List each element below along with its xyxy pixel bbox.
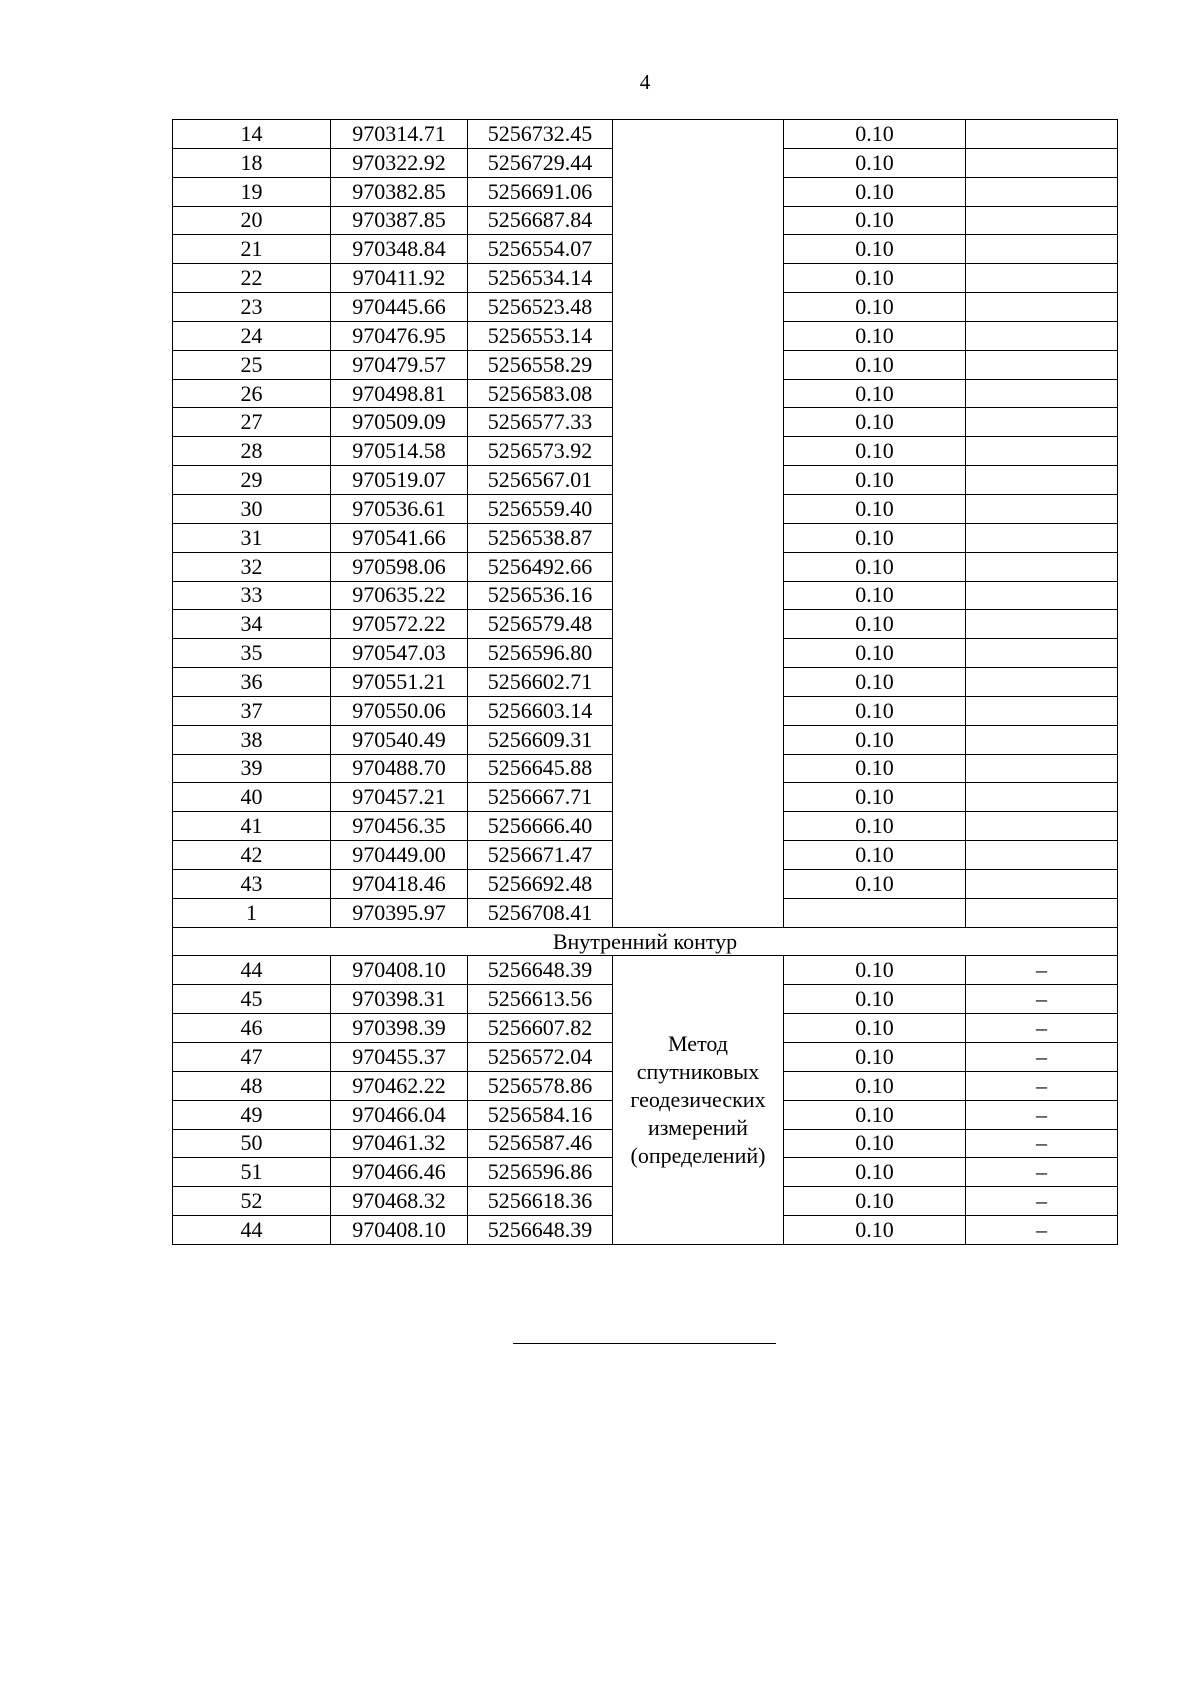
- point-number-cell: 14: [173, 120, 331, 149]
- point-number-cell: 42: [173, 841, 331, 870]
- note-cell: [966, 379, 1118, 408]
- y-coordinate-cell: 5256729.44: [468, 148, 613, 177]
- y-coordinate-cell: 5256523.48: [468, 293, 613, 322]
- precision-cell: 0.10: [784, 177, 966, 206]
- y-coordinate-cell: 5256671.47: [468, 841, 613, 870]
- y-coordinate-cell: 5256584.16: [468, 1100, 613, 1129]
- x-coordinate-cell: 970456.35: [331, 812, 468, 841]
- note-cell: –: [966, 1014, 1118, 1043]
- end-rule: [513, 1343, 776, 1344]
- x-coordinate-cell: 970466.46: [331, 1158, 468, 1187]
- note-cell: [966, 321, 1118, 350]
- point-number-cell: 24: [173, 321, 331, 350]
- x-coordinate-cell: 970408.10: [331, 1216, 468, 1245]
- x-coordinate-cell: 970547.03: [331, 639, 468, 668]
- point-number-cell: 43: [173, 869, 331, 898]
- note-cell: [966, 523, 1118, 552]
- precision-cell: 0.10: [784, 350, 966, 379]
- x-coordinate-cell: 970398.39: [331, 1014, 468, 1043]
- x-coordinate-cell: 970462.22: [331, 1071, 468, 1100]
- x-coordinate-cell: 970514.58: [331, 437, 468, 466]
- note-cell: [966, 898, 1118, 927]
- note-cell: [966, 350, 1118, 379]
- y-coordinate-cell: 5256609.31: [468, 725, 613, 754]
- point-number-cell: 29: [173, 466, 331, 495]
- x-coordinate-cell: 970461.32: [331, 1129, 468, 1158]
- note-cell: [966, 754, 1118, 783]
- precision-cell: 0.10: [784, 1129, 966, 1158]
- precision-cell: 0.10: [784, 668, 966, 697]
- y-coordinate-cell: 5256732.45: [468, 120, 613, 149]
- note-cell: [966, 466, 1118, 495]
- y-coordinate-cell: 5256558.29: [468, 350, 613, 379]
- precision-cell: 0.10: [784, 408, 966, 437]
- point-number-cell: 36: [173, 668, 331, 697]
- note-cell: [966, 783, 1118, 812]
- inner-contour-title: Внутренний контур: [173, 927, 1118, 956]
- note-cell: [966, 408, 1118, 437]
- precision-cell: 0.10: [784, 321, 966, 350]
- point-number-cell: 22: [173, 264, 331, 293]
- precision-cell: 0.10: [784, 639, 966, 668]
- x-coordinate-cell: 970418.46: [331, 869, 468, 898]
- point-number-cell: 44: [173, 956, 331, 985]
- precision-cell: 0.10: [784, 148, 966, 177]
- note-cell: [966, 639, 1118, 668]
- x-coordinate-cell: 970479.57: [331, 350, 468, 379]
- precision-cell: 0.10: [784, 1187, 966, 1216]
- y-coordinate-cell: 5256603.14: [468, 696, 613, 725]
- note-cell: [966, 177, 1118, 206]
- y-coordinate-cell: 5256596.80: [468, 639, 613, 668]
- point-number-cell: 44: [173, 1216, 331, 1245]
- point-number-cell: 40: [173, 783, 331, 812]
- note-cell: –: [966, 1158, 1118, 1187]
- y-coordinate-cell: 5256578.86: [468, 1071, 613, 1100]
- precision-cell: 0.10: [784, 696, 966, 725]
- x-coordinate-cell: 970445.66: [331, 293, 468, 322]
- note-cell: –: [966, 985, 1118, 1014]
- y-coordinate-cell: 5256553.14: [468, 321, 613, 350]
- precision-cell: 0.10: [784, 379, 966, 408]
- x-coordinate-cell: 970348.84: [331, 235, 468, 264]
- x-coordinate-cell: 970468.32: [331, 1187, 468, 1216]
- method-cell: Метод спутниковых геодезических измерений (определений): [613, 956, 784, 1244]
- precision-cell: 0.10: [784, 264, 966, 293]
- precision-cell: 0.10: [784, 581, 966, 610]
- note-cell: [966, 841, 1118, 870]
- y-coordinate-cell: 5256645.88: [468, 754, 613, 783]
- note-cell: –: [966, 1043, 1118, 1072]
- precision-cell: 0.10: [784, 841, 966, 870]
- note-cell: [966, 148, 1118, 177]
- x-coordinate-cell: 970572.22: [331, 610, 468, 639]
- y-coordinate-cell: 5256618.36: [468, 1187, 613, 1216]
- point-number-cell: 26: [173, 379, 331, 408]
- note-cell: –: [966, 956, 1118, 985]
- point-number-cell: 46: [173, 1014, 331, 1043]
- y-coordinate-cell: 5256579.48: [468, 610, 613, 639]
- precision-cell: 0.10: [784, 466, 966, 495]
- outer-contour-rows: [173, 120, 1118, 928]
- x-coordinate-cell: 970488.70: [331, 754, 468, 783]
- y-coordinate-cell: 5256602.71: [468, 668, 613, 697]
- table-row: [173, 120, 1118, 149]
- note-cell: [966, 725, 1118, 754]
- y-coordinate-cell: 5256583.08: [468, 379, 613, 408]
- note-cell: [966, 293, 1118, 322]
- y-coordinate-cell: 5256534.14: [468, 264, 613, 293]
- y-coordinate-cell: 5256648.39: [468, 956, 613, 985]
- precision-cell: 0.10: [784, 783, 966, 812]
- inner-contour-header: [173, 927, 1118, 956]
- x-coordinate-cell: 970498.81: [331, 379, 468, 408]
- point-number-cell: 28: [173, 437, 331, 466]
- point-number-cell: 45: [173, 985, 331, 1014]
- y-coordinate-cell: 5256587.46: [468, 1129, 613, 1158]
- x-coordinate-cell: 970466.04: [331, 1100, 468, 1129]
- note-cell: [966, 494, 1118, 523]
- x-coordinate-cell: 970551.21: [331, 668, 468, 697]
- inner-contour-rows: [173, 956, 1118, 1244]
- x-coordinate-cell: 970314.71: [331, 120, 468, 149]
- point-number-cell: 49: [173, 1100, 331, 1129]
- point-number-cell: 32: [173, 552, 331, 581]
- point-number-cell: 30: [173, 494, 331, 523]
- point-number-cell: 18: [173, 148, 331, 177]
- point-number-cell: 27: [173, 408, 331, 437]
- point-number-cell: 31: [173, 523, 331, 552]
- precision-cell: 0.10: [784, 293, 966, 322]
- note-cell: [966, 668, 1118, 697]
- precision-cell: 0.10: [784, 523, 966, 552]
- note-cell: –: [966, 1216, 1118, 1245]
- point-number-cell: 34: [173, 610, 331, 639]
- note-cell: [966, 264, 1118, 293]
- note-cell: –: [966, 1100, 1118, 1129]
- x-coordinate-cell: 970550.06: [331, 696, 468, 725]
- precision-cell: 0.10: [784, 956, 966, 985]
- precision-cell: 0.10: [784, 754, 966, 783]
- x-coordinate-cell: 970598.06: [331, 552, 468, 581]
- y-coordinate-cell: 5256691.06: [468, 177, 613, 206]
- note-cell: [966, 437, 1118, 466]
- precision-cell: 0.10: [784, 552, 966, 581]
- precision-cell: 0.10: [784, 610, 966, 639]
- precision-cell: 0.10: [784, 235, 966, 264]
- precision-cell: 0.10: [784, 1216, 966, 1245]
- note-cell: [966, 581, 1118, 610]
- y-coordinate-cell: 5256648.39: [468, 1216, 613, 1245]
- point-number-cell: 41: [173, 812, 331, 841]
- y-coordinate-cell: 5256708.41: [468, 898, 613, 927]
- point-number-cell: 23: [173, 293, 331, 322]
- note-cell: –: [966, 1129, 1118, 1158]
- note-cell: [966, 696, 1118, 725]
- precision-cell: 0.10: [784, 869, 966, 898]
- y-coordinate-cell: 5256607.82: [468, 1014, 613, 1043]
- point-number-cell: 21: [173, 235, 331, 264]
- point-number-cell: 47: [173, 1043, 331, 1072]
- x-coordinate-cell: 970455.37: [331, 1043, 468, 1072]
- y-coordinate-cell: 5256538.87: [468, 523, 613, 552]
- x-coordinate-cell: 970519.07: [331, 466, 468, 495]
- point-number-cell: 20: [173, 206, 331, 235]
- point-number-cell: 38: [173, 725, 331, 754]
- precision-cell: [784, 898, 966, 927]
- y-coordinate-cell: 5256613.56: [468, 985, 613, 1014]
- point-number-cell: 50: [173, 1129, 331, 1158]
- x-coordinate-cell: 970540.49: [331, 725, 468, 754]
- y-coordinate-cell: 5256687.84: [468, 206, 613, 235]
- x-coordinate-cell: 970536.61: [331, 494, 468, 523]
- coordinates-table: [172, 119, 1118, 1245]
- x-coordinate-cell: 970449.00: [331, 841, 468, 870]
- point-number-cell: 33: [173, 581, 331, 610]
- point-number-cell: 35: [173, 639, 331, 668]
- precision-cell: 0.10: [784, 120, 966, 149]
- table-row: [173, 956, 1118, 985]
- y-coordinate-cell: 5256692.48: [468, 869, 613, 898]
- section-header-row: [173, 927, 1118, 956]
- precision-cell: 0.10: [784, 206, 966, 235]
- note-cell: –: [966, 1187, 1118, 1216]
- x-coordinate-cell: 970408.10: [331, 956, 468, 985]
- x-coordinate-cell: 970387.85: [331, 206, 468, 235]
- note-cell: [966, 610, 1118, 639]
- note-cell: –: [966, 1071, 1118, 1100]
- y-coordinate-cell: 5256536.16: [468, 581, 613, 610]
- point-number-cell: 1: [173, 898, 331, 927]
- x-coordinate-cell: 970476.95: [331, 321, 468, 350]
- y-coordinate-cell: 5256567.01: [468, 466, 613, 495]
- y-coordinate-cell: 5256572.04: [468, 1043, 613, 1072]
- precision-cell: 0.10: [784, 1014, 966, 1043]
- y-coordinate-cell: 5256577.33: [468, 408, 613, 437]
- note-cell: [966, 235, 1118, 264]
- x-coordinate-cell: 970509.09: [331, 408, 468, 437]
- precision-cell: 0.10: [784, 725, 966, 754]
- y-coordinate-cell: 5256596.86: [468, 1158, 613, 1187]
- precision-cell: 0.10: [784, 985, 966, 1014]
- point-number-cell: 52: [173, 1187, 331, 1216]
- point-number-cell: 37: [173, 696, 331, 725]
- y-coordinate-cell: 5256667.71: [468, 783, 613, 812]
- precision-cell: 0.10: [784, 1043, 966, 1072]
- note-cell: [966, 120, 1118, 149]
- x-coordinate-cell: 970382.85: [331, 177, 468, 206]
- point-number-cell: 48: [173, 1071, 331, 1100]
- precision-cell: 0.10: [784, 1071, 966, 1100]
- y-coordinate-cell: 5256492.66: [468, 552, 613, 581]
- x-coordinate-cell: 970322.92: [331, 148, 468, 177]
- precision-cell: 0.10: [784, 1158, 966, 1187]
- y-coordinate-cell: 5256573.92: [468, 437, 613, 466]
- point-number-cell: 25: [173, 350, 331, 379]
- precision-cell: 0.10: [784, 1100, 966, 1129]
- point-number-cell: 19: [173, 177, 331, 206]
- y-coordinate-cell: 5256559.40: [468, 494, 613, 523]
- y-coordinate-cell: 5256554.07: [468, 235, 613, 264]
- y-coordinate-cell: 5256666.40: [468, 812, 613, 841]
- x-coordinate-cell: 970395.97: [331, 898, 468, 927]
- note-cell: [966, 552, 1118, 581]
- note-cell: [966, 812, 1118, 841]
- precision-cell: 0.10: [784, 437, 966, 466]
- note-cell: [966, 206, 1118, 235]
- x-coordinate-cell: 970635.22: [331, 581, 468, 610]
- x-coordinate-cell: 970541.66: [331, 523, 468, 552]
- precision-cell: 0.10: [784, 812, 966, 841]
- note-cell: [966, 869, 1118, 898]
- x-coordinate-cell: 970411.92: [331, 264, 468, 293]
- x-coordinate-cell: 970457.21: [331, 783, 468, 812]
- x-coordinate-cell: 970398.31: [331, 985, 468, 1014]
- point-number-cell: 39: [173, 754, 331, 783]
- method-cell-empty: [613, 120, 784, 928]
- point-number-cell: 51: [173, 1158, 331, 1187]
- page-number: 4: [639, 70, 651, 94]
- precision-cell: 0.10: [784, 494, 966, 523]
